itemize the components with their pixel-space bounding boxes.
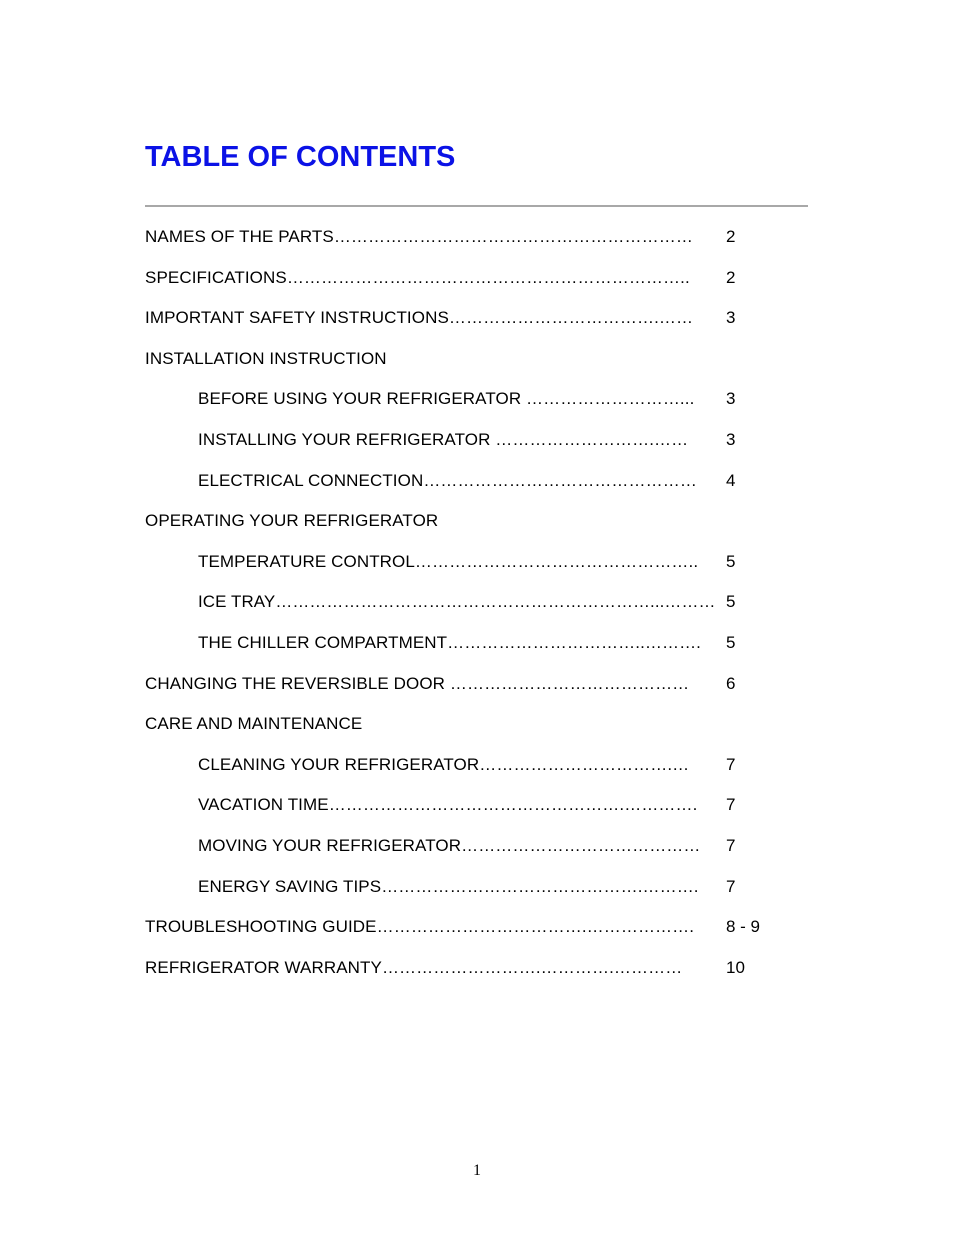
toc-entry-label: ELECTRICAL CONNECTION………………………………………… xyxy=(198,470,697,490)
toc-entry-label: CARE AND MAINTENANCE xyxy=(145,714,363,734)
toc-entry-page: 7 xyxy=(726,876,736,896)
toc-entry[interactable] xyxy=(0,631,954,655)
toc-entry-label: CHANGING THE REVERSIBLE DOOR …………………………………… xyxy=(145,673,690,693)
toc-entry-label: TROUBLESHOOTING GUIDE……………………………….………………. xyxy=(145,917,695,937)
toc-entry-label: SPECIFICATIONS…………………………………………………………….. xyxy=(145,267,690,287)
toc-entry-page: 6 xyxy=(726,673,736,693)
toc-entry[interactable] xyxy=(0,266,954,290)
toc-entry[interactable] xyxy=(0,550,954,574)
toc-entry-page: 5 xyxy=(726,551,736,571)
toc-entry-page: 3 xyxy=(726,308,736,328)
toc-entry[interactable] xyxy=(0,834,954,858)
toc-entry-page: 8 - 9 xyxy=(726,917,761,937)
page-title: TABLE OF CONTENTS xyxy=(145,141,456,173)
toc-entry[interactable] xyxy=(0,793,954,817)
toc-section-heading[interactable] xyxy=(0,712,954,736)
toc-entry-page: 3 xyxy=(726,430,736,449)
toc-entry-page: 3 xyxy=(726,389,736,409)
toc-entry-label: CLEANING YOUR REFRIGERATOR…………………………….… xyxy=(198,754,690,774)
toc-entry-label: MOVING YOUR REFRIGERATOR…………………………………… xyxy=(198,836,701,855)
toc-entry-page: 5 xyxy=(726,592,736,612)
toc-entry-page: 4 xyxy=(726,470,736,490)
toc-section-heading[interactable] xyxy=(0,509,954,533)
toc-entry-page: 10 xyxy=(726,957,745,977)
toc-entry-label: ICE TRAY…………………………………………………………...……… xyxy=(198,592,716,612)
toc-entry[interactable] xyxy=(0,672,954,696)
toc-entry[interactable] xyxy=(0,915,954,939)
toc-entry-label: INSTALLATION INSTRUCTION xyxy=(145,348,387,368)
toc-entry-label: ENERGY SAVING TIPS……………………………………….………. xyxy=(198,876,699,896)
toc-entry[interactable] xyxy=(0,428,954,452)
toc-entry[interactable] xyxy=(0,590,954,614)
toc-entry[interactable] xyxy=(0,225,954,249)
toc-entry-page: 5 xyxy=(726,633,736,652)
toc-entry-label: REFRIGERATOR WARRANTY……………………….………….………… xyxy=(145,957,683,977)
toc-section-heading[interactable] xyxy=(0,347,954,371)
toc-entry[interactable] xyxy=(0,387,954,411)
toc-entry[interactable] xyxy=(0,753,954,777)
toc-entry-label: THE CHILLER COMPARTMENT……………………………..………. xyxy=(198,633,702,652)
toc-entry-label: BEFORE USING YOUR REFRIGERATOR ………………………... xyxy=(198,389,695,409)
toc-entry-label: IMPORTANT SAFETY INSTRUCTIONS……………………………….…… xyxy=(145,308,694,328)
toc-entry-label: INSTALLING YOUR REFRIGERATOR ……………………….…… xyxy=(198,430,689,449)
toc-entry-page: 2 xyxy=(726,267,736,287)
toc-entry-label: NAMES OF THE PARTS……………………………………………………… xyxy=(145,227,693,246)
toc-entry-page: 7 xyxy=(726,754,736,774)
toc-entry[interactable] xyxy=(0,875,954,899)
toc-entry-page: 7 xyxy=(726,836,736,855)
toc-entry-label: TEMPERATURE CONTROL………………………………………….. xyxy=(198,551,699,571)
toc-entry-label: VACATION TIME…………………………………………….…………. xyxy=(198,795,698,815)
toc-entry-page: 2 xyxy=(726,227,736,246)
toc-entry[interactable] xyxy=(0,306,954,330)
page-number: 1 xyxy=(473,1162,481,1179)
toc-entry[interactable] xyxy=(0,469,954,493)
toc-entry[interactable] xyxy=(0,956,954,980)
toc-entry-page: 7 xyxy=(726,795,736,815)
toc-entry-label: OPERATING YOUR REFRIGERATOR xyxy=(145,511,439,531)
